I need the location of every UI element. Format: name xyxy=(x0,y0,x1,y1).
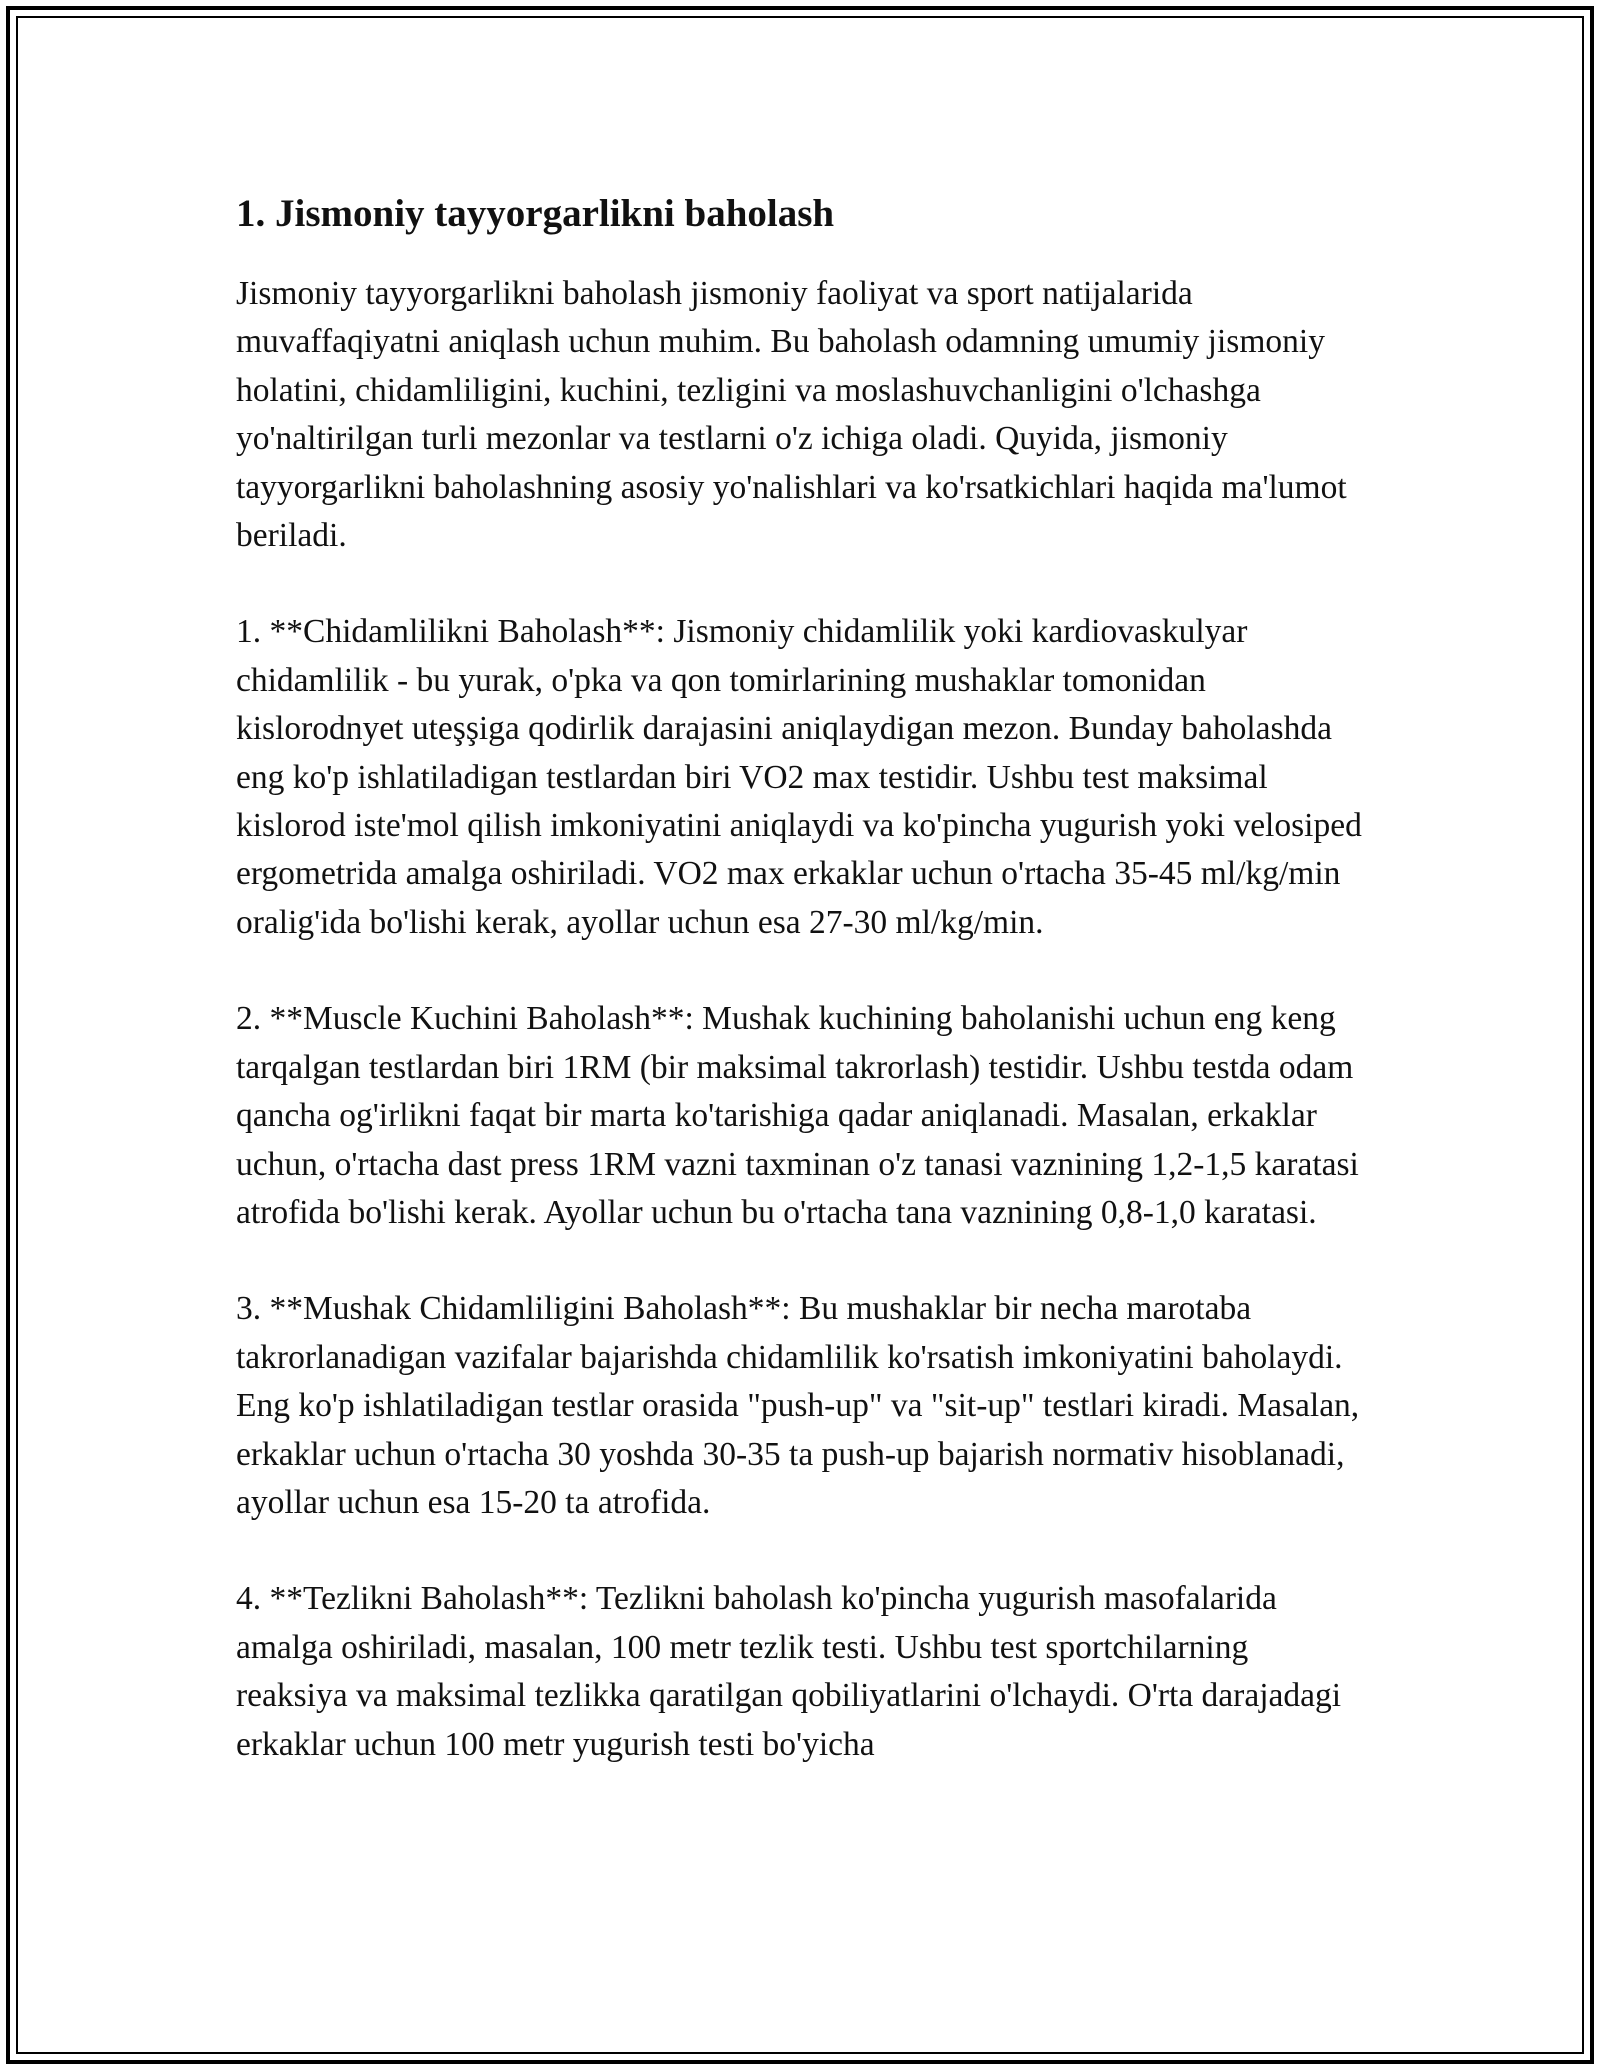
paragraph-muscle-strength: 2. **Muscle Kuchini Baholash**: Mushak kuchining baholanishi uchun eng keng tarqalgan testlardan biri 1RM (bir maksimal takrorlash) testidir. Ushbu testda odam qancha og'irlikni faqat bir marta ko'tarishiga qadar aniqlanadi. Masalan, erkaklar uchun, o'rtacha dast press 1RM vazni taxminan o'z tanasi vaznining 1,2-1,5 karatasi atrofida bo'lishi kerak. Ayollar uchun bu o'rtacha tana vaznining 0,8-1,0 karatasi. xyxy=(236,1000,1359,1231)
document-body xyxy=(236,188,1366,1817)
paragraph-endurance: 1. **Chidamlilikni Baholash**: Jismoniy chidamlilik yoki kardiovaskulyar chidamlilik - bu yurak, o'pka va qon tomirlarining mushaklar tomonidan kislorodnyet uteşşiga qodirlik darajasini aniqlaydigan mezon. Bunday baholashda eng ko'p ishlatiladigan testlardan biri VO2 max testidir. Ushbu test maksimal kislorod iste'mol qilish imkoniyatini aniqlaydi va ko'pincha yugurish yoki velosiped ergometrida amalga oshiriladi. VO2 max erkaklar uchun o'rtacha 35-45 ml/kg/min oralig'ida bo'lishi kerak, ayollar uchun esa 27-30 ml/kg/min. xyxy=(236,613,1362,941)
page-title: 1. Jismoniy tayyorgarlikni baholash xyxy=(236,192,835,235)
paragraph-speed: 4. **Tezlikni Baholash**: Tezlikni baholash ko'pincha yugurish masofalarida amalga oshiriladi, masalan, 100 metr tezlik testi. Ushbu test sportchilarning reaksiya va maksimal tezlikka qaratilgan qobiliyatlarini o'lchaydi. O'rta darajadagi erkaklar uchun 100 metr yugurish testi bo'yicha xyxy=(236,1580,1342,1763)
paragraph-muscle-endurance: 3. **Mushak Chidamliligini Baholash**: Bu mushaklar bir necha marotaba takrorlanadigan vazifalar bajarishda chidamlilik ko'rsatish imkoniyatini baholaydi. Eng ko'p ishlatiladigan testlar orasida "push-up" va "sit-up" testlari kiradi. Masalan, erkaklar uchun o'rtacha 30 yoshda 30-35 ta push-up bajarish normativ hisoblanadi, ayollar uchun esa 15-20 ta atrofida. xyxy=(236,1290,1360,1521)
intro-paragraph: Jismoniy tayyorgarlikni baholash jismoniy faoliyat va sport natijalarida muvaffaqiyatni aniqlash uchun muhim. Bu baholash odamning umumiy jismoniy holatini, chidamliligini, kuchini, tezligini va moslashuvchanligini o'lchashga yo'naltirilgan turli mezonlar va testlarni o'z ichiga oladi. Quyida, jismoniy tayyorgarlikni baholashning asosiy yo'nalishlari va ko'rsatkichlari haqida ma'lumot beriladi. xyxy=(236,275,1347,555)
